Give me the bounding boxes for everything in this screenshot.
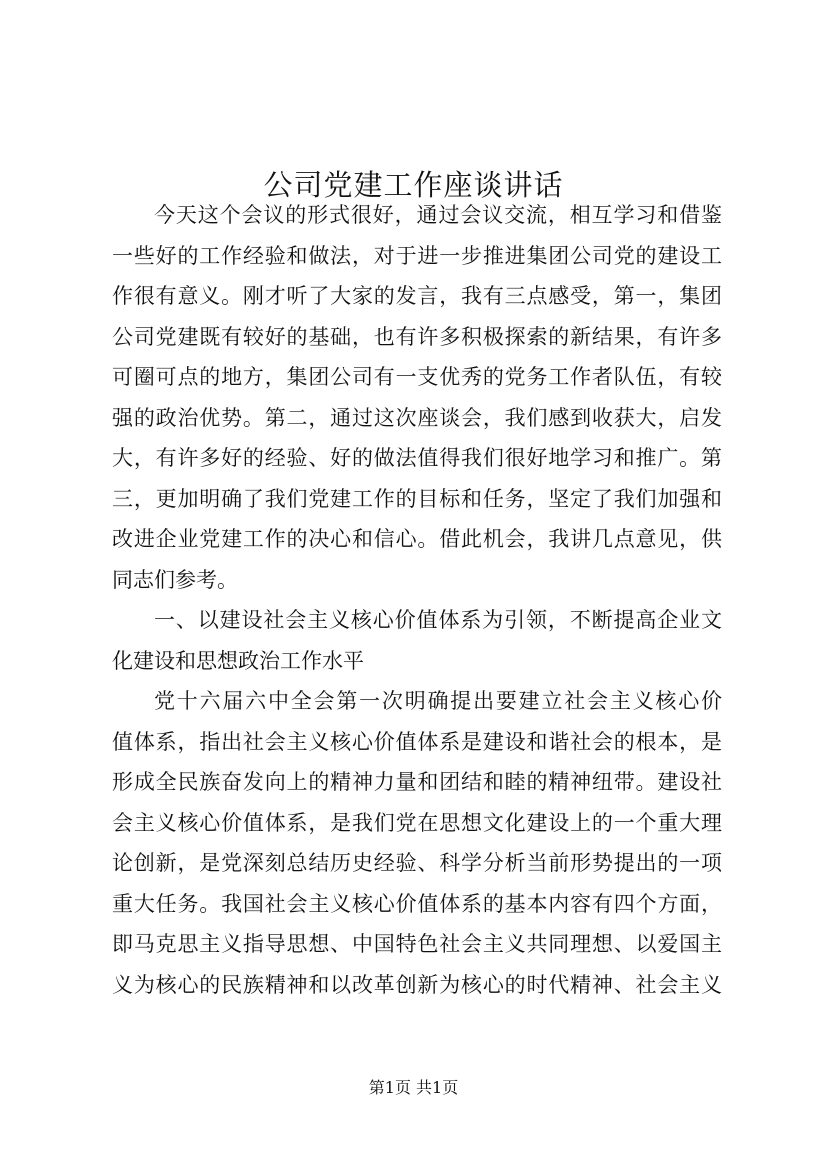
paragraph-core-values (112, 681, 722, 1005)
text-line: 大，有许多好的经验、好的做法值得我们很好地学习和推广。第 (112, 446, 722, 470)
text-line: 同志们参考。 (112, 567, 238, 592)
text-line: 义为核心的民族精神和以改革创新为核心的时代精神、社会主义 (112, 972, 722, 997)
text-line: 值体系，指出社会主义核心价值体系是建设和谐社会的根本，是 (112, 729, 722, 754)
text-line: 作很有意义。刚才听了大家的发言，我有三点感受，第一，集团 (112, 284, 722, 308)
text-line: 会主义核心价值体系，是我们党在思想文化建设上的一个重大理 (112, 810, 722, 835)
text-line: 今天这个会议的形式很好，通过会议交流，相互学习和借鉴 (154, 203, 722, 227)
text-line: 党十六届六中全会第一次明确提出要建立社会主义核心价 (154, 689, 722, 713)
text-line: 可圈可点的地方，集团公司有一支优秀的党务工作者队伍，有较 (112, 365, 722, 389)
text-line: 一、以建设社会主义核心价值体系为引领，不断提高企业文 (154, 608, 722, 632)
text-line: 强的政治优势。第二，通过这次座谈会，我们感到收获大，启发 (112, 405, 722, 430)
page-footer: 第1页 共1页 (368, 1078, 459, 1097)
document-title: 公司党建工作座谈讲话 (263, 168, 564, 203)
section-heading (112, 600, 722, 681)
text-line: 一些好的工作经验和做法，对于进一步推进集团公司党的建设工 (112, 243, 722, 268)
document-body (112, 195, 722, 1005)
text-line: 化建设和思想政治工作水平 (112, 648, 364, 673)
text-line: 即马克思主义指导思想、中国特色社会主义共同理想、以爱国主 (112, 932, 722, 956)
text-line: 论创新，是党深刻总结历史经验、科学分析当前形势提出的一项 (112, 851, 722, 875)
text-line: 改进企业党建工作的决心和信心。借此机会，我讲几点意见，供 (112, 527, 722, 551)
text-line: 公司党建既有较好的基础，也有许多积极探索的新结果，有许多 (112, 324, 722, 349)
text-line: 形成全民族奋发向上的精神力量和团结和睦的精神纽带。建设社 (112, 770, 722, 794)
text-line: 重大任务。我国社会主义核心价值体系的基本内容有四个方面， (112, 891, 722, 916)
text-line: 三，更加明确了我们党建工作的目标和任务，坚定了我们加强和 (112, 486, 722, 511)
paragraph-opening (112, 195, 722, 600)
